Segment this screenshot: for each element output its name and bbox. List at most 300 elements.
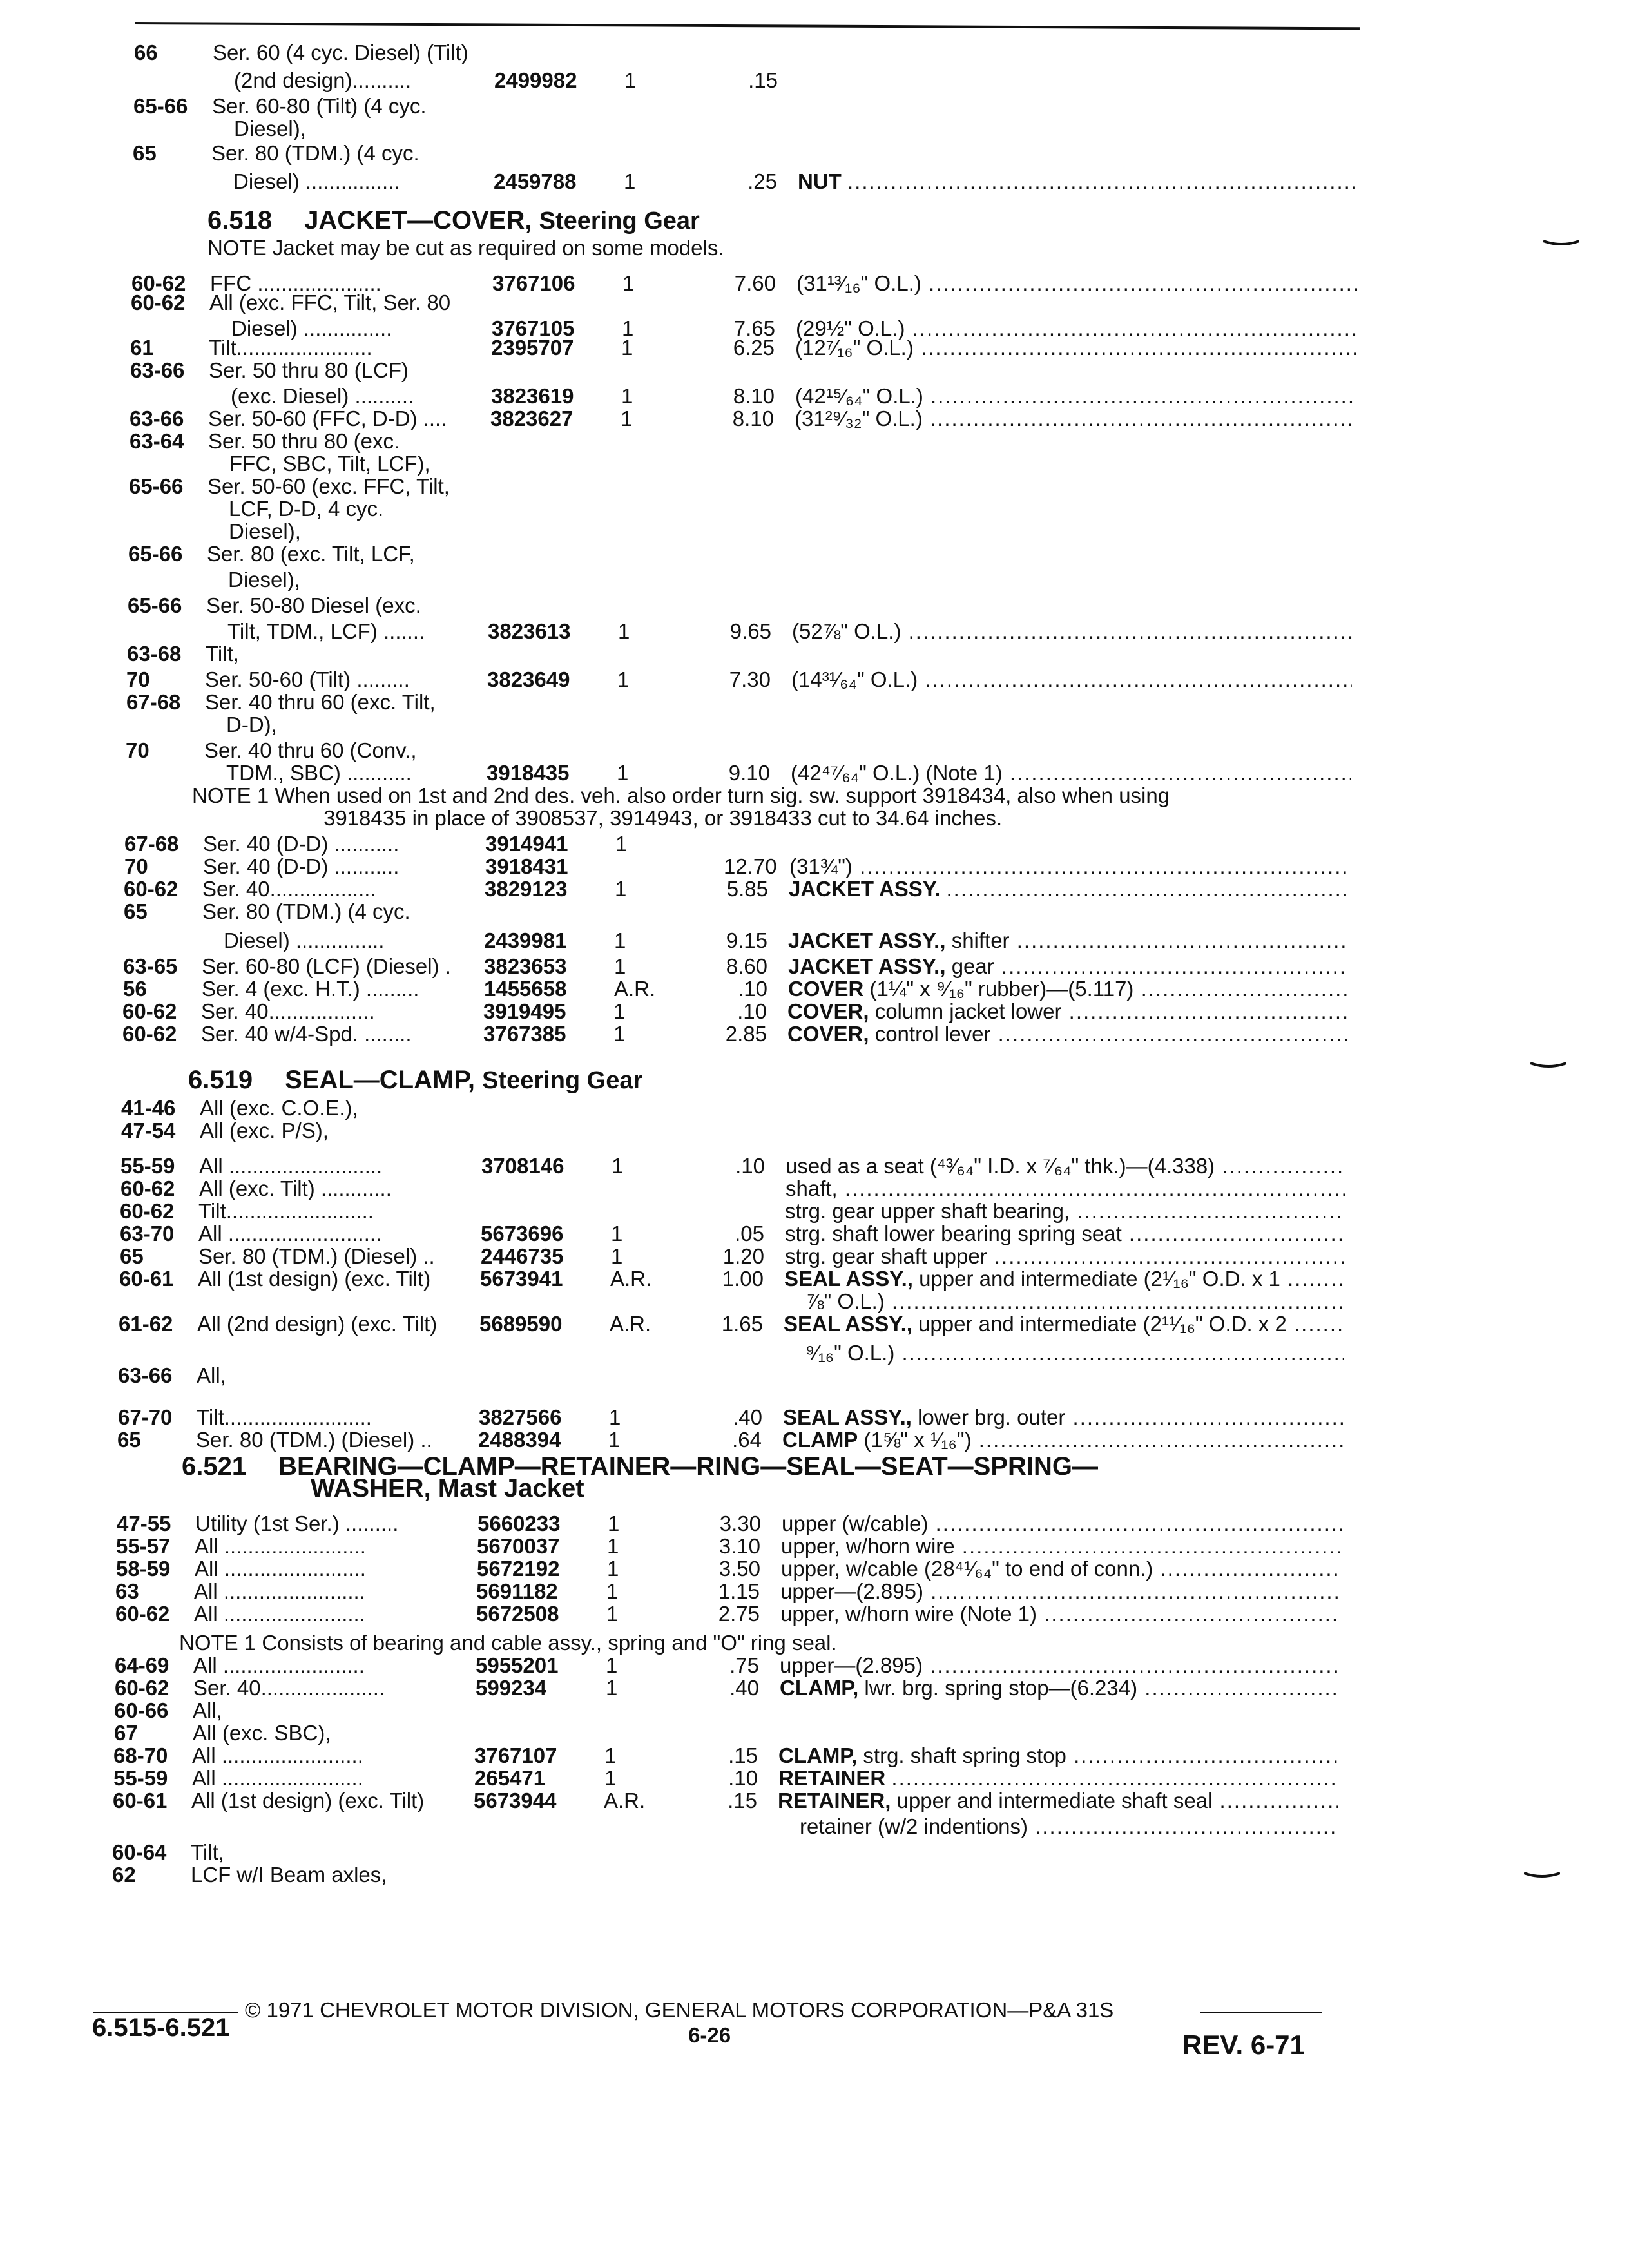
part-row [0, 428, 1629, 454]
part-number: 2446735 [481, 1244, 564, 1268]
remark-text: upper—(2.895) ..... [780, 1653, 1340, 1677]
note-1-continued: 3918435 in place of 3908537, 3914943, or 3918433 cut to 34.64 inches. [323, 806, 1003, 830]
model-year: 60-62 [120, 1199, 175, 1223]
price: 1.00 [722, 1267, 764, 1291]
part-remark [788, 976, 1349, 1002]
model-description: D-D), [226, 713, 277, 736]
price: 7.60 [734, 271, 776, 295]
part-number: 3914941 [485, 832, 568, 856]
model-year: 60-64 [112, 1840, 167, 1864]
leader-dots [891, 1766, 1339, 1790]
model-description: Ser. 40 (D-D) ........... [203, 854, 400, 878]
price: 2.75 [718, 1602, 760, 1626]
quantity: A.R. [610, 1267, 652, 1291]
model-description: All, [197, 1363, 226, 1387]
part-row [0, 1198, 1629, 1224]
part-number: 2395707 [491, 336, 574, 360]
price: .15 [728, 1789, 757, 1812]
remark-text: strg. shaft lower bearing spring seat ..... [785, 1222, 1345, 1245]
part-number: 1455658 [484, 977, 567, 1001]
model-description: LCF, D-D, 4 cyc. [229, 497, 384, 521]
model-year: 61 [130, 336, 154, 360]
part-number: 2499982 [494, 68, 577, 92]
quantity: 1 [624, 169, 636, 193]
note-jacket-cut: NOTE Jacket may be cut as required on some models. [207, 236, 724, 260]
part-row [0, 358, 1629, 383]
model-year: 60-61 [113, 1789, 168, 1812]
margin-mark [1524, 1872, 1560, 1878]
model-description: Ser. 80 (exc. Tilt, LCF, [207, 542, 415, 566]
quantity: A.R. [610, 1312, 651, 1336]
part-row [0, 1814, 1629, 1840]
model-description: Tilt, [206, 642, 239, 666]
model-year: 63 [115, 1579, 139, 1603]
model-year: 65 [133, 141, 157, 165]
section-number: 6.518 [207, 206, 273, 235]
price: 12.70 [724, 854, 777, 878]
model-year: 60-62 [131, 271, 186, 295]
model-year: 67-70 [118, 1405, 173, 1429]
part-number: 5672192 [477, 1557, 560, 1581]
part-number: 5691182 [476, 1579, 558, 1603]
part-number: 5672508 [476, 1602, 559, 1626]
model-year: 68-70 [113, 1744, 168, 1767]
part-number: 5673944 [474, 1789, 557, 1812]
part-number: 3823613 [488, 619, 571, 643]
part-remark [795, 383, 1356, 409]
part-number: 5670037 [477, 1534, 560, 1558]
leader-dots [947, 877, 1349, 901]
model-description: Diesel) ............... [224, 928, 385, 952]
quantity: 1 [606, 1579, 619, 1603]
price: 9.15 [726, 928, 767, 952]
part-row [0, 1511, 1629, 1537]
part-name: NUT [798, 169, 842, 193]
remark-text: column jacket lower ..... [875, 999, 1348, 1023]
price: .25 [747, 169, 777, 193]
quantity: 1 [606, 1653, 618, 1677]
price: .75 [729, 1653, 759, 1677]
model-year: 63-68 [127, 642, 182, 666]
model-description: (2nd design).......... [234, 68, 412, 92]
part-row [0, 928, 1629, 954]
part-row [0, 116, 1629, 142]
remark-text: strg. gear upper shaft bearing, ..... [785, 1199, 1345, 1223]
remark-text: upper—(2.895) ..... [780, 1579, 1341, 1603]
part-row [0, 899, 1629, 925]
model-description: All (1st design) (exc. Tilt) [198, 1267, 431, 1291]
part-row [0, 712, 1629, 738]
model-description: Ser. 50-60 (Tilt) ......... [205, 668, 410, 691]
part-row [0, 1340, 1629, 1366]
part-row [0, 876, 1629, 902]
price: 2.85 [725, 1022, 767, 1046]
price: .40 [729, 1676, 759, 1700]
part-name: JACKET ASSY., [788, 954, 946, 978]
part-name: SEAL ASSY., [784, 1267, 913, 1291]
remark-text [847, 169, 1358, 193]
quantity: 1 [609, 1405, 621, 1429]
quantity: 1 [604, 1744, 617, 1767]
model-description: Tilt......................... [198, 1199, 374, 1223]
quantity: 1 [618, 619, 630, 643]
part-name: CLAMP, [778, 1744, 858, 1767]
model-description: Ser. 60-80 (LCF) (Diesel) . [202, 954, 451, 978]
part-remark [785, 1244, 1345, 1269]
price: 8.10 [733, 384, 775, 408]
part-row [0, 1862, 1629, 1888]
model-year: 63-70 [120, 1222, 175, 1245]
part-number: 599234 [476, 1676, 547, 1700]
model-year: 60-62 [120, 1177, 175, 1200]
part-remark [791, 760, 1351, 786]
part-row [0, 689, 1629, 715]
remark-text: (1⅝" x ¹⁄₁₆") ..... [864, 1428, 1344, 1452]
price: 3.10 [718, 1534, 760, 1558]
part-number: 3918431 [485, 854, 568, 878]
model-description: Tilt, [191, 1840, 224, 1864]
part-remark [787, 1021, 1348, 1047]
part-number: 2459788 [494, 169, 577, 193]
part-number: 3823627 [490, 407, 574, 430]
part-row [0, 40, 1629, 66]
top-rule [135, 22, 1360, 30]
part-number: 3708146 [481, 1154, 564, 1178]
part-row [0, 1221, 1629, 1247]
model-year: 55-59 [120, 1154, 175, 1178]
model-description: All, [193, 1698, 222, 1722]
model-description: Ser. 80 (TDM.) (4 cyc. [211, 141, 419, 165]
section-heading-6-521-continued [311, 1475, 584, 1501]
part-row [0, 1743, 1629, 1769]
part-remark [788, 954, 1349, 979]
remark-text: control lever ..... [875, 1022, 1348, 1046]
part-name: RETAINER, [778, 1789, 891, 1812]
model-year: 64-69 [115, 1653, 169, 1677]
part-remark [805, 1340, 1344, 1366]
part-number: 3767106 [492, 271, 575, 295]
part-row [0, 1698, 1629, 1724]
quantity: 1 [613, 999, 626, 1023]
model-description: All ........................ [194, 1602, 365, 1626]
part-row [0, 1653, 1629, 1678]
part-row [0, 406, 1629, 432]
price: .15 [748, 68, 778, 92]
part-number: 5673941 [480, 1267, 563, 1291]
remark-text: upper (w/cable) ..... [782, 1512, 1342, 1535]
quantity: 1 [621, 384, 633, 408]
model-description: All .......................... [199, 1154, 383, 1178]
model-description: Tilt......................... [197, 1405, 372, 1429]
model-description: Ser. 40 thru 60 (Conv., [204, 738, 417, 762]
remark-text: strg. shaft spring stop ..... [863, 1744, 1339, 1767]
price: 1.15 [718, 1579, 760, 1603]
quantity: 1 [617, 668, 630, 691]
remark-text: used as a seat (⁴³⁄₆₄" I.D. x ⁷⁄₆₄" thk.)—(4.338) ..... [786, 1154, 1346, 1178]
part-remark [787, 999, 1348, 1024]
model-description: Ser. 60-80 (Tilt) (4 cyc. [212, 94, 427, 118]
section-heading-6-519 [188, 1063, 642, 1097]
part-number: 5673696 [481, 1222, 564, 1245]
quantity: 1 [611, 1244, 623, 1268]
part-row [0, 1266, 1629, 1292]
model-year: 60-62 [122, 1022, 177, 1046]
model-year: 67-68 [126, 690, 181, 714]
quantity: 1 [621, 336, 633, 360]
model-description: Ser. 80 (TDM.) (4 cyc. [202, 899, 410, 923]
part-row [0, 999, 1629, 1024]
part-row [0, 1533, 1629, 1559]
model-year: 70 [126, 738, 149, 762]
remark-text: lwr. brg. spring stop—(6.234) ..... [864, 1676, 1340, 1700]
remark-text: upper and intermediate shaft seal ..... [897, 1789, 1338, 1812]
model-description: FFC, SBC, Tilt, LCF), [229, 452, 430, 476]
model-year: 66 [134, 41, 158, 64]
part-row [0, 1118, 1629, 1144]
part-remark [789, 876, 1349, 902]
part-row [0, 1405, 1629, 1430]
model-year: 60-62 [124, 877, 178, 901]
part-row [0, 474, 1629, 499]
part-remark [786, 1176, 1346, 1202]
part-remark [800, 1814, 1338, 1840]
model-year: 65-66 [128, 593, 182, 617]
part-row [0, 1021, 1629, 1047]
part-row [0, 1556, 1629, 1582]
price: .05 [735, 1222, 764, 1245]
model-description: All ........................ [194, 1579, 365, 1603]
note-1-turn-signal: NOTE 1 When used on 1st and 2nd des. veh. also order turn sig. sw. support 3918434, also when using [192, 783, 1170, 807]
part-name: COVER [788, 977, 864, 1001]
model-year: 65-66 [128, 542, 183, 566]
part-row [0, 1176, 1629, 1202]
model-description: All (exc. SBC), [193, 1721, 331, 1745]
model-description: Ser. 80 (TDM.) (Diesel) .. [196, 1428, 432, 1452]
part-remark [778, 1788, 1338, 1814]
price: 8.10 [732, 407, 774, 430]
price: 3.50 [718, 1557, 760, 1581]
part-name: SEAL ASSY., [784, 1312, 912, 1336]
section-subtitle: WASHER, Mast Jacket [311, 1474, 584, 1503]
part-remark [795, 335, 1356, 361]
model-year: 60-62 [122, 999, 177, 1023]
model-description: Diesel) ................ [233, 169, 400, 193]
quantity: 1 [607, 1534, 619, 1558]
model-description: Ser. 4 (exc. H.T.) ......... [202, 977, 419, 1001]
remark-text: (14³¹⁄₆₄" O.L.) ..... [791, 668, 1352, 691]
quantity: 1 [615, 832, 628, 856]
remark-text: shaft, ..... [786, 1177, 1346, 1200]
part-row [0, 1311, 1629, 1337]
remark-text: (12⁷⁄₁₆" O.L.) ..... [795, 336, 1356, 360]
part-remark [781, 1556, 1342, 1582]
part-number: 3767107 [474, 1744, 557, 1767]
part-row [0, 567, 1629, 593]
part-row [0, 1289, 1629, 1314]
part-row [0, 1244, 1629, 1269]
part-remark [784, 1311, 1344, 1337]
part-remark [780, 1579, 1341, 1604]
price: 3.30 [719, 1512, 761, 1535]
part-name: JACKET ASSY. [789, 877, 941, 901]
section-title: SEAL—CLAMP, [285, 1066, 475, 1094]
remark-text: (42¹⁵⁄₆₄" O.L.) ..... [795, 384, 1356, 408]
part-row [0, 593, 1629, 619]
quantity: 1 [622, 271, 635, 295]
note-1-bearing: NOTE 1 Consists of bearing and cable assy., spring and "O" ring seal. [179, 1631, 837, 1655]
model-description: All (exc. C.O.E.), [200, 1096, 358, 1120]
footer-section-range: 6.515-6.521 [92, 2013, 230, 2042]
quantity: 1 [606, 1602, 619, 1626]
section-title: BEARING—CLAMP—RETAINER—RING—SEAL—SEAT—SPRING— [278, 1452, 1099, 1481]
model-description: Ser. 40 thru 60 (exc. Tilt, [205, 690, 436, 714]
price: 5.85 [726, 877, 768, 901]
quantity: 1 [608, 1428, 621, 1452]
quantity: 1 [606, 1676, 618, 1700]
part-name: RETAINER [778, 1766, 886, 1790]
price: 6.25 [733, 336, 775, 360]
price: 1.65 [721, 1312, 763, 1336]
part-remark [785, 1198, 1345, 1224]
model-description: Diesel) ............... [231, 316, 392, 340]
part-remark [781, 1533, 1342, 1559]
part-row [0, 954, 1629, 979]
part-row [0, 335, 1629, 361]
part-row [0, 854, 1629, 879]
model-description: All ........................ [195, 1557, 366, 1581]
model-year: 47-55 [117, 1512, 171, 1535]
model-year: 60-66 [114, 1698, 169, 1722]
part-remark [783, 1405, 1344, 1430]
model-year: 65-66 [133, 94, 188, 118]
model-description: All (exc. Tilt) ............ [199, 1177, 392, 1200]
model-description: All ........................ [192, 1744, 363, 1767]
part-row [0, 1601, 1629, 1627]
part-remark [778, 1743, 1339, 1769]
remark-text: retainer (w/2 indentions) ..... [800, 1814, 1338, 1838]
quantity: 1 [624, 68, 637, 92]
remark-text: strg. gear shaft upper ..... [785, 1244, 1345, 1268]
remark-text: upper and intermediate (2¹¹⁄₁₆" O.D. x 2 ..... [918, 1312, 1344, 1336]
part-row [0, 1765, 1629, 1791]
model-description: Ser. 60 (4 cyc. Diesel) (Tilt) [213, 41, 468, 64]
model-year: 41-46 [121, 1096, 176, 1120]
part-row [0, 383, 1629, 409]
model-year: 65 [124, 899, 148, 923]
quantity: A.R. [604, 1789, 646, 1812]
model-description: All (2nd design) (exc. Tilt) [197, 1312, 438, 1336]
part-row [0, 760, 1629, 786]
part-number: 5689590 [479, 1312, 563, 1336]
model-description: Ser. 80 (TDM.) (Diesel) .. [198, 1244, 435, 1268]
remark-text: shifter ..... [952, 928, 1349, 952]
model-description: Ser. 40..................... [193, 1676, 385, 1700]
part-row [0, 1363, 1629, 1389]
part-remark [795, 406, 1355, 432]
model-description: All ........................ [192, 1766, 363, 1790]
part-remark [785, 1221, 1345, 1247]
model-year: 63-64 [130, 429, 184, 453]
part-number: 3919495 [483, 999, 566, 1023]
part-remark [791, 667, 1352, 693]
part-number: 3829123 [485, 877, 568, 901]
remark-text: (42⁴⁷⁄₆₄" O.L.) (Note 1) ..... [791, 761, 1351, 785]
part-row [0, 641, 1629, 667]
remark-text: (29½" O.L.) ..... [796, 316, 1356, 340]
model-year: 60-62 [115, 1602, 170, 1626]
remark-text: ⅞" O.L.) ..... [806, 1289, 1345, 1313]
model-description: Tilt....................... [209, 336, 372, 360]
model-description: All ........................ [193, 1653, 365, 1677]
part-remark [780, 1675, 1340, 1701]
part-name: CLAMP, [780, 1676, 859, 1700]
section-subtitle: Steering Gear [482, 1067, 643, 1094]
part-remark [780, 1653, 1340, 1678]
part-remark [806, 1289, 1345, 1314]
part-number: 265471 [474, 1766, 546, 1790]
model-year: 55-59 [113, 1766, 168, 1790]
part-name: COVER, [787, 1022, 869, 1046]
remark-text: gear ..... [952, 954, 1349, 978]
price: .10 [735, 1154, 765, 1178]
part-row [0, 93, 1629, 119]
part-remark [780, 1601, 1341, 1627]
margin-mark [1543, 240, 1579, 246]
price: 8.60 [726, 954, 767, 978]
part-row [0, 290, 1629, 316]
part-number: 3823619 [491, 384, 574, 408]
part-row [0, 1427, 1629, 1453]
model-year: 62 [112, 1863, 136, 1887]
model-year: 65 [117, 1428, 141, 1452]
model-description: TDM., SBC) ........... [226, 761, 412, 785]
model-year: 58-59 [116, 1557, 171, 1581]
section-number: 6.519 [188, 1066, 253, 1094]
price: 9.65 [729, 619, 771, 643]
part-name: COVER, [787, 999, 869, 1023]
quantity: 1 [608, 1512, 620, 1535]
quantity: 1 [615, 877, 627, 901]
part-name: JACKET ASSY., [788, 928, 946, 952]
model-year: 63-66 [130, 358, 185, 382]
model-description: Diesel), [234, 117, 306, 140]
remark-text: upper, w/horn wire ..... [781, 1534, 1342, 1558]
model-description: Diesel), [229, 519, 301, 543]
remark-text: ⁹⁄₁₆" O.L.) ..... [805, 1341, 1344, 1365]
model-year: 60-61 [119, 1267, 174, 1291]
part-number: 2439981 [484, 928, 567, 952]
remark-text: upper and intermediate (2¹⁄₁₆" O.D. x 1 ..... [919, 1267, 1345, 1291]
part-number: 5955201 [476, 1653, 559, 1677]
part-row [0, 1579, 1629, 1604]
price: .10 [737, 999, 767, 1023]
model-description: All (exc. P/S), [200, 1119, 329, 1142]
part-remark [792, 619, 1353, 644]
part-number: 3767385 [483, 1022, 566, 1046]
part-number: 2488394 [478, 1428, 561, 1452]
part-remark [786, 1153, 1346, 1179]
quantity: A.R. [614, 977, 656, 1001]
model-year: 60-62 [115, 1676, 169, 1700]
part-name: CLAMP [782, 1428, 858, 1452]
model-description: Ser. 40 (D-D) ........... [203, 832, 400, 856]
price: 7.30 [729, 668, 771, 691]
model-description: Ser. 50-60 (FFC, D-D) .... [208, 407, 447, 430]
remark-text: lower brg. outer ..... [918, 1405, 1344, 1429]
model-year: 65-66 [129, 474, 184, 498]
margin-mark [1530, 1062, 1566, 1068]
part-row [0, 619, 1629, 644]
